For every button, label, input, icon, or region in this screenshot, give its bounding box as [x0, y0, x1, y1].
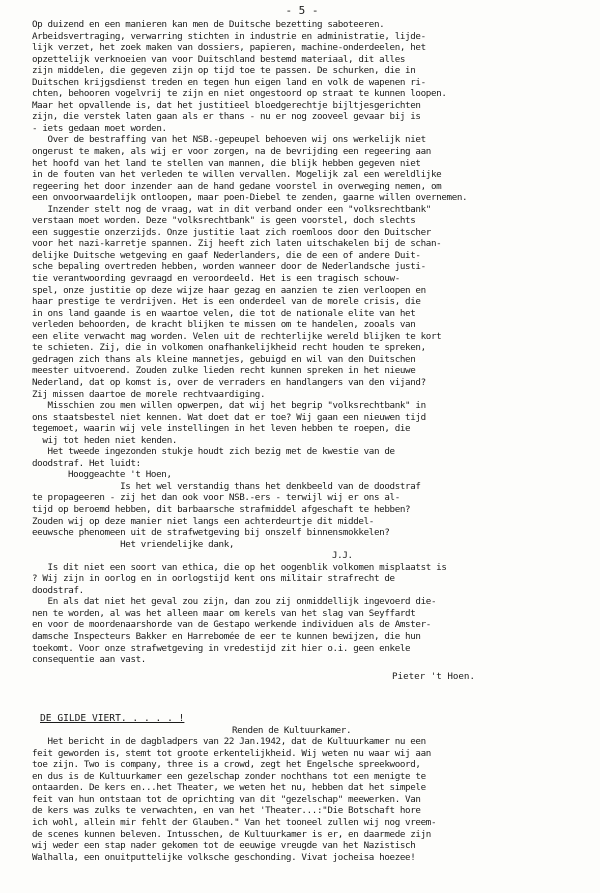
- signature: Pieter 't Hoen.: [392, 670, 475, 682]
- text-line: een elite verwacht mag worden. Velen uit de rechterlijke wereld blijken te kort: [32, 330, 442, 342]
- text-line: ich wohl, allein mir fehlt der Glauben." Van het tooneel zullen wij nog vreem-: [32, 817, 437, 828]
- page-number: - 5 -: [285, 4, 319, 17]
- text-line: verstaan moet worden. Deze "volksrechtbank" is geen voorstel, doch slechts: [32, 215, 416, 227]
- text-line: consequentie aan vast.: [32, 654, 146, 666]
- text-line: opzettelijk verknoeien van voor Duitschland bestemd materiaal, dit alles: [32, 53, 406, 65]
- text-line: Over de bestraffing van het NSB.-gepeupel behoeven wij ons werkelijk niet: [32, 134, 426, 146]
- text-line: doodstraf. Het luidt:: [32, 457, 141, 469]
- text-line: gedragen zich thans als kleine mannetjes, gebuigd en wil van den Duitschen: [32, 353, 416, 365]
- text-line: en dus is de Kultuurkamer een gezelschap zonder nochthans tot een menigte te: [32, 770, 426, 782]
- text-line: het hoofd van het land te stellen van mannen, die blijk hebben gegeven niet: [32, 157, 421, 169]
- text-line: Het tweede ingezonden stukje houdt zich bezig met de kwestie van de: [32, 446, 395, 458]
- text-line: Het bericht in de dagbladpers van 22 Jan.1942, dat de Kultuurkamer nu een: [32, 736, 426, 748]
- text-line: Op duizend en een manieren kan men de Duitsche bezetting saboteeren.: [32, 19, 385, 30]
- text-line: in ons land gaande is en waartoe velen, die tot de nationale elite van het: [32, 307, 416, 319]
- text-line: Maar het opvallende is, dat het justitieel bloedgerechtje bijltjesgerichten: [32, 99, 421, 111]
- text-line: regeering het door inzender aan de hand gedane voorstel in overweging nemen, om: [32, 180, 442, 192]
- text-line: voor het nazi-karretje spannen. Zij heeft zich laten uitschakelen bij de schan-: [32, 238, 442, 250]
- text-line: Walhalla, een onuitputtelijke volksche geschonding. Vivat jocheisa hoezee!: [32, 851, 416, 863]
- text-line: zijn middelen, die gegeven zijn op tijd toe te passen. De schurken, die in: [32, 65, 416, 77]
- paragraph-sabotage: [32, 19, 572, 134]
- text-line: wij tot heden niet kenden.: [32, 434, 178, 446]
- text-line: En als dat niet het geval zou zijn, dan zou zij onmiddellijk ingevoerd die-: [32, 596, 437, 608]
- text-line: toekomt. Voor onze strafwetgeving in vredestijd zit hier o.i. geen enkele: [32, 642, 411, 654]
- text-line: te schieten. Zij, die in volkomen onafhankelijkheid recht houden te spreken,: [32, 342, 426, 354]
- text-line: sche bepaling overtreden hebben, worden wanneer door de Nederlandsche justi-: [32, 261, 426, 273]
- text-line: meester uitvoerend. Zouden zulke lieden recht kunnen spreken in het nieuwe: [32, 365, 416, 377]
- section-heading-block: [32, 713, 572, 737]
- text-line: een onvoorwaardelijk ontloopen, maar poen-Diebel te zenden, gaarne willen overnemen.: [32, 192, 468, 204]
- text-line: de kers was zulks te verwachten, en van het 'Theater...:"Die Botschaft hore: [32, 805, 421, 817]
- text-line: chten, behooren vogelvrij te zijn en niet ongestoord op straat te kunnen loopen.: [32, 88, 447, 100]
- text-line: ons staatsbestel niet kennen. Wat doet dat er toe? Wij gaan een nieuwen tijd: [32, 411, 426, 423]
- text-line: wij weder een stap nader gekomen tot de eeuwige vreugde van het Nazistisch: [32, 840, 416, 852]
- text-line: Zij missen daartoe de morele rechtvaardiging.: [32, 388, 266, 400]
- text-line: Duitschen krijgsdienst treden en tegen hun eigen land en volk de wapenen ri-: [32, 76, 426, 88]
- text-line: Het vriendelijke dank,: [32, 538, 235, 550]
- text-line: tijd op beroemd hebben, dit barbaarsche strafmiddel afgeschaft te hebben?: [32, 503, 411, 515]
- text-line: damsche Inspecteurs Bakker en Harrebomée de eer te kunnen bewijzen, die hun: [32, 630, 421, 642]
- paragraph-kultuurkamer: [32, 736, 572, 863]
- section-heading-text: DE GILDE VIERT. . . . . !: [40, 712, 185, 724]
- text-line: Is dit niet een soort van ethica, die op het oogenblik volkomen misplaatst is: [32, 561, 447, 573]
- text-line: ongerust te maken, als wij er voor zorgen, na de bevrijding een regeering aan: [32, 146, 431, 158]
- text-line: Is het wel verstandig thans het denkbeeld van de doodstraf: [32, 480, 421, 492]
- text-line: en voor de moordenaarshorde van de Gestapo werkende individuen als de Amster-: [32, 619, 431, 631]
- paragraph-death-penalty: [32, 562, 572, 666]
- text-line: Zouden wij op deze manier niet langs een achterdeurtje dit middel-: [32, 515, 374, 527]
- section-subheading: Renden de Kultuurkamer.: [232, 724, 352, 736]
- text-line: Nederland, dat op komst is, over de verraders en handlangers van den vijand?: [32, 376, 426, 388]
- text-line: te propageeren - zij het dan ook voor NSB.-ers - terwijl wij er ons al-: [32, 492, 400, 504]
- letter-salutation: Hooggeachte 't Hoen,: [68, 469, 172, 481]
- text-line: spel, onze justitie op deze wijze haar gezag en aanzien te zien verloopen en: [32, 284, 426, 296]
- text-line: Arbeidsvertraging, verwarring stichten in industrie en administratie, lijde-: [32, 30, 426, 42]
- text-line: lijk verzet, het zoek maken van dossiers, papieren, machine-onderdeelen, het: [32, 42, 426, 54]
- text-line: Inzender stelt nog de vraag, wat in dit verband onder een "volksrechtbank": [32, 203, 431, 215]
- text-line: - iets gedaan moet worden.: [32, 122, 167, 134]
- section-heading: [32, 713, 572, 725]
- text-line: Misschien zou men willen opwerpen, dat wij het begrip "volksrechtbank" in: [32, 400, 426, 412]
- text-line: delijke Duitsche wetgeving en gaaf Nederlanders, die de een of andere Duit-: [32, 249, 421, 261]
- text-line: feit geworden is, stemt tot groote erkentelijkheid. Wij weten nu waar wij aan: [32, 747, 431, 759]
- text-line: nen te worden, al was het alleen maar om kerels van het slag van Seyffardt: [32, 607, 416, 619]
- text-line: tegemoet, waarin wij vele instellingen in het leven hebben te roepen, die: [32, 423, 411, 435]
- text-line: haar prestige te verdrijven. Het is een onderdeel van de morele crisis, die: [32, 296, 421, 308]
- text-line: verleden behoorden, de kracht blijken te missen om te handelen, zooals van: [32, 319, 416, 331]
- text-line: in de fouten van het verleden te willen vervallen. Mogelijk zal een wereldlijke: [32, 169, 442, 181]
- text-line: ? Wij zijn in oorlog en in oorlogstijd kent ons militair strafrecht de: [32, 573, 395, 585]
- text-line: zijn, die verstek laten gaan als er thans - nu er nog zooveel gevaar bij is: [32, 111, 421, 123]
- text-line: tie verantwoording gevraagd en veroordeeld. Het is een tragisch schouw-: [32, 273, 400, 285]
- quoted-letter: [32, 469, 572, 561]
- text-line: feit van hun ontstaan tot de oprichting van dit "gezelschap" meewerken. Van: [32, 793, 421, 805]
- text-line: eeuwsche phenomeen uit de strafwetgeving bij onszelf binnensmokkelen?: [32, 527, 390, 539]
- letter-initials: J.J.: [332, 550, 353, 562]
- text-line: een suggestie onzerzijds. Onze justitie laat zich roemloos door den Duitscher: [32, 226, 431, 238]
- text-line: de scenes kunnen beleven. Intusschen, de Kultuurkamer is er, en daarmede zijn: [32, 828, 431, 840]
- text-line: toe zijn. Two is company, three is a crowd, zegt het Engelsche spreekwoord,: [32, 759, 421, 771]
- text-line: ontaarden. De kers en...het Theater, we weten het nu, hebben dat het simpele: [32, 782, 426, 794]
- paragraph-justice: [32, 134, 572, 469]
- text-line: doodstraf.: [32, 584, 84, 596]
